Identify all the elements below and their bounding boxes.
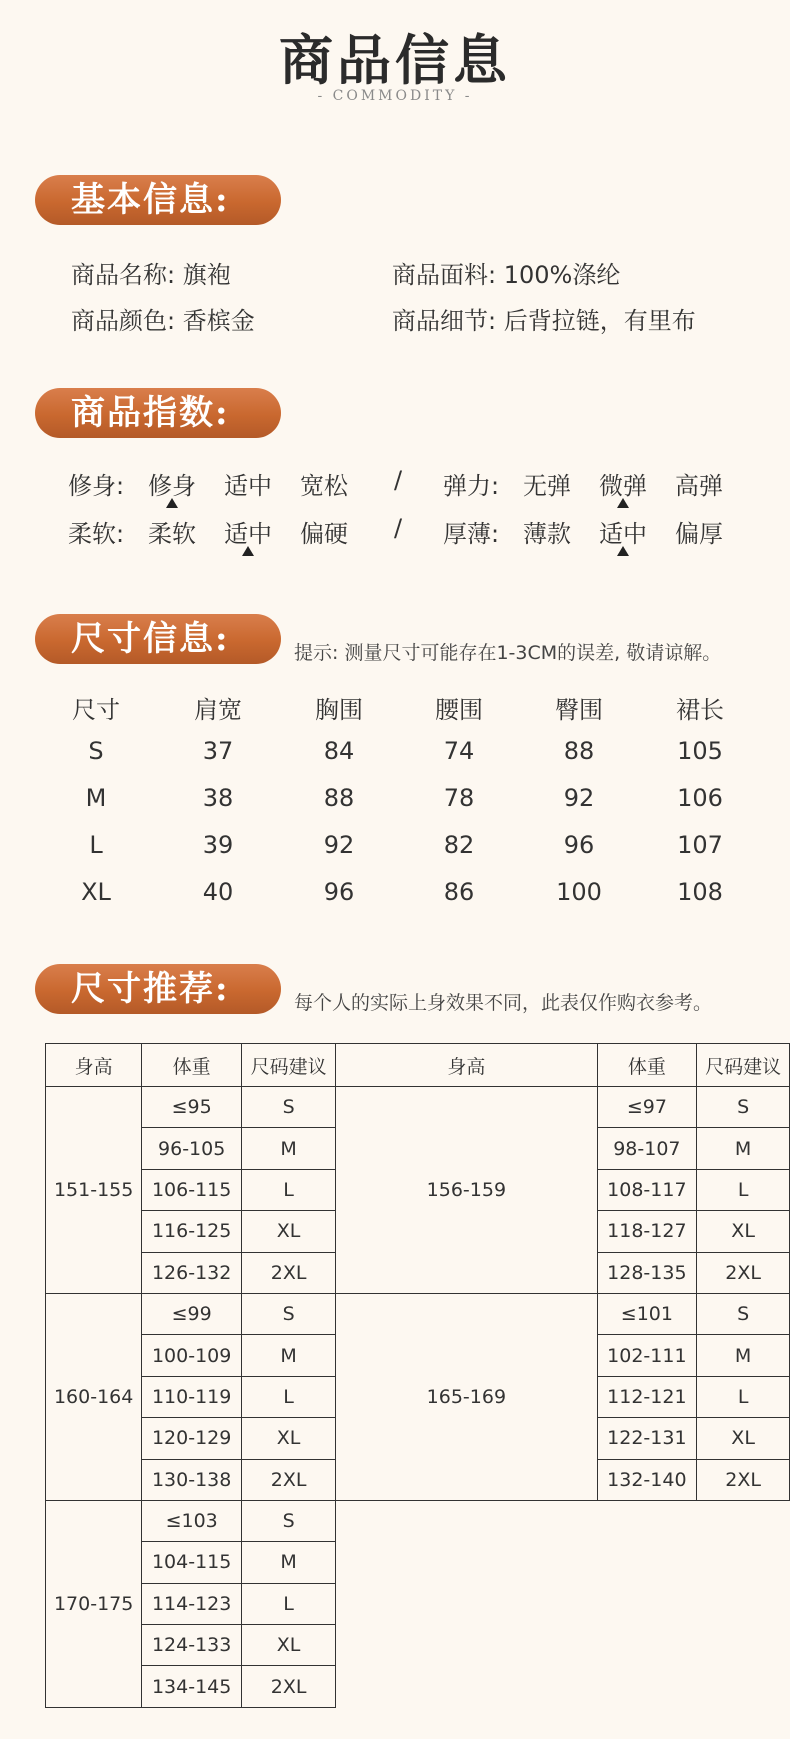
table-row — [46, 1500, 790, 1541]
size-info-heading: 尺寸信息: — [35, 614, 281, 664]
index-option: 薄款 — [523, 520, 571, 548]
size-suggestion-cell: L — [242, 1169, 336, 1210]
size-table-header: 臀围 — [555, 696, 603, 724]
size-suggestion-cell: 2XL — [697, 1459, 790, 1500]
size-table-header: 腰围 — [435, 696, 483, 724]
weight-range-cell: 106-115 — [142, 1169, 242, 1210]
size-suggestion-cell: L — [697, 1169, 790, 1210]
size-suggestion-cell: 2XL — [697, 1252, 790, 1293]
index-separator: / — [394, 514, 403, 542]
size-table-cell: 84 — [323, 737, 355, 765]
size-table-cell: XL — [81, 878, 111, 906]
index-option: 宽松 — [300, 472, 348, 500]
weight-range-cell: 126-132 — [142, 1252, 242, 1293]
table-header-cell: 体重 — [142, 1044, 242, 1087]
table-row — [46, 1293, 790, 1334]
size-suggestion-cell: 2XL — [242, 1459, 336, 1500]
table-row — [46, 1087, 790, 1128]
index-option: 微弹 — [599, 472, 647, 500]
weight-range-cell: ≤103 — [142, 1500, 242, 1541]
size-suggestion-cell: XL — [697, 1211, 790, 1252]
table-header-cell: 身高 — [336, 1044, 597, 1087]
index-option: 无弹 — [523, 472, 571, 500]
height-range-cell: 170-175 — [46, 1500, 142, 1707]
weight-range-cell: ≤101 — [597, 1293, 697, 1334]
size-recommend-note: 每个人的实际上身效果不同，此表仅作购衣参考。 — [294, 992, 713, 1014]
index-option: 适中 — [224, 520, 272, 548]
size-suggestion-cell: M — [242, 1335, 336, 1376]
size-suggestion-cell: L — [242, 1376, 336, 1417]
index-separator: / — [394, 466, 403, 494]
index-option: 偏硬 — [300, 520, 348, 548]
weight-range-cell: 112-121 — [597, 1376, 697, 1417]
size-suggestion-cell: M — [242, 1128, 336, 1169]
weight-range-cell: 118-127 — [597, 1211, 697, 1252]
table-header-cell: 尺码建议 — [697, 1044, 790, 1087]
index-option: 高弹 — [675, 472, 723, 500]
product-index-heading: 商品指数: — [35, 388, 281, 438]
weight-range-cell: 132-140 — [597, 1459, 697, 1500]
size-table-cell: 92 — [323, 831, 355, 859]
basic-info-detail: 商品细节: 后背拉链，有里布 — [392, 307, 696, 335]
height-range-cell: 165-169 — [336, 1293, 597, 1500]
index-label: 厚薄: — [443, 520, 500, 548]
weight-range-cell: ≤99 — [142, 1293, 242, 1334]
size-table-cell: 40 — [202, 878, 234, 906]
size-suggestion-cell: L — [697, 1376, 790, 1417]
size-suggestion-cell: XL — [242, 1211, 336, 1252]
index-option: 适中 — [224, 472, 272, 500]
size-table-cell: L — [89, 831, 103, 859]
size-suggestion-cell: L — [242, 1583, 336, 1624]
weight-range-cell: ≤95 — [142, 1087, 242, 1128]
size-table-cell: 88 — [563, 737, 595, 765]
size-suggestion-cell: S — [242, 1293, 336, 1334]
weight-range-cell: 102-111 — [597, 1335, 697, 1376]
size-table-cell: 74 — [443, 737, 475, 765]
selected-marker-icon — [617, 546, 629, 556]
size-info-note: 提示: 测量尺寸可能存在1-3CM的误差, 敬请谅解。 — [294, 642, 722, 664]
size-table-cell: S — [88, 737, 104, 765]
index-label: 修身: — [68, 472, 125, 500]
weight-range-cell: 134-145 — [142, 1666, 242, 1707]
size-suggestion-cell: 2XL — [242, 1666, 336, 1707]
size-suggestion-cell: XL — [242, 1418, 336, 1459]
index-option: 修身 — [148, 472, 196, 500]
weight-range-cell: 130-138 — [142, 1459, 242, 1500]
size-table-cell: 96 — [563, 831, 595, 859]
weight-range-cell: 110-119 — [142, 1376, 242, 1417]
table-header-row — [46, 1044, 790, 1087]
size-recommend-table — [45, 1043, 790, 1708]
size-suggestion-cell: S — [242, 1087, 336, 1128]
weight-range-cell: 120-129 — [142, 1418, 242, 1459]
selected-marker-icon — [617, 498, 629, 508]
size-suggestion-cell: 2XL — [242, 1252, 336, 1293]
size-recommend-heading: 尺寸推荐: — [35, 964, 281, 1014]
size-table-header: 尺寸 — [72, 696, 120, 724]
weight-range-cell: 122-131 — [597, 1418, 697, 1459]
basic-info-fabric: 商品面料: 100%涤纶 — [392, 261, 621, 289]
size-table-header: 肩宽 — [194, 696, 242, 724]
table-header-cell: 体重 — [597, 1044, 697, 1087]
basic-info-color: 商品颜色: 香槟金 — [71, 307, 255, 335]
size-suggestion-cell: M — [697, 1128, 790, 1169]
weight-range-cell: 108-117 — [597, 1169, 697, 1210]
selected-marker-icon — [242, 546, 254, 556]
size-table-cell: 86 — [443, 878, 475, 906]
index-option: 柔软 — [148, 520, 196, 548]
size-table-cell: 108 — [677, 878, 723, 906]
size-table-cell: M — [85, 784, 107, 812]
size-table-cell: 96 — [323, 878, 355, 906]
index-label: 柔软: — [68, 520, 125, 548]
page-subtitle: - COMMODITY - — [317, 88, 473, 104]
weight-range-cell: 96-105 — [142, 1128, 242, 1169]
weight-range-cell: ≤97 — [597, 1087, 697, 1128]
weight-range-cell: 114-123 — [142, 1583, 242, 1624]
size-table-cell: 82 — [443, 831, 475, 859]
table-header-cell: 尺码建议 — [242, 1044, 336, 1087]
size-table-cell: 100 — [556, 878, 602, 906]
height-range-cell: 151-155 — [46, 1087, 142, 1294]
selected-marker-icon — [166, 498, 178, 508]
size-table-header: 胸围 — [315, 696, 363, 724]
table-header-cell: 身高 — [46, 1044, 142, 1087]
size-suggestion-cell: M — [242, 1542, 336, 1583]
weight-range-cell: 104-115 — [142, 1542, 242, 1583]
basic-info-heading: 基本信息: — [35, 175, 281, 225]
basic-info-name: 商品名称: 旗袍 — [71, 261, 231, 289]
index-option: 偏厚 — [675, 520, 723, 548]
weight-range-cell: 128-135 — [597, 1252, 697, 1293]
index-label: 弹力: — [443, 472, 500, 500]
size-suggestion-cell: XL — [697, 1418, 790, 1459]
size-suggestion-cell: XL — [242, 1625, 336, 1666]
size-suggestion-cell: S — [697, 1087, 790, 1128]
size-table-cell: 78 — [443, 784, 475, 812]
height-range-cell: 160-164 — [46, 1293, 142, 1500]
height-range-cell: 156-159 — [336, 1087, 597, 1294]
size-table-cell: 107 — [677, 831, 723, 859]
weight-range-cell: 100-109 — [142, 1335, 242, 1376]
size-table-cell: 38 — [202, 784, 234, 812]
size-table-header: 裙长 — [676, 696, 724, 724]
size-table-cell: 106 — [677, 784, 723, 812]
size-suggestion-cell: M — [697, 1335, 790, 1376]
size-table-cell: 88 — [323, 784, 355, 812]
size-table-cell: 39 — [202, 831, 234, 859]
size-table-cell: 105 — [677, 737, 723, 765]
size-suggestion-cell: S — [242, 1500, 336, 1541]
weight-range-cell: 98-107 — [597, 1128, 697, 1169]
size-table-cell: 37 — [202, 737, 234, 765]
page-title: 商品信息 — [279, 28, 511, 92]
size-suggestion-cell: S — [697, 1293, 790, 1334]
index-option: 适中 — [599, 520, 647, 548]
empty-cell — [336, 1500, 597, 1707]
weight-range-cell: 124-133 — [142, 1625, 242, 1666]
weight-range-cell: 116-125 — [142, 1211, 242, 1252]
size-table-cell: 92 — [563, 784, 595, 812]
